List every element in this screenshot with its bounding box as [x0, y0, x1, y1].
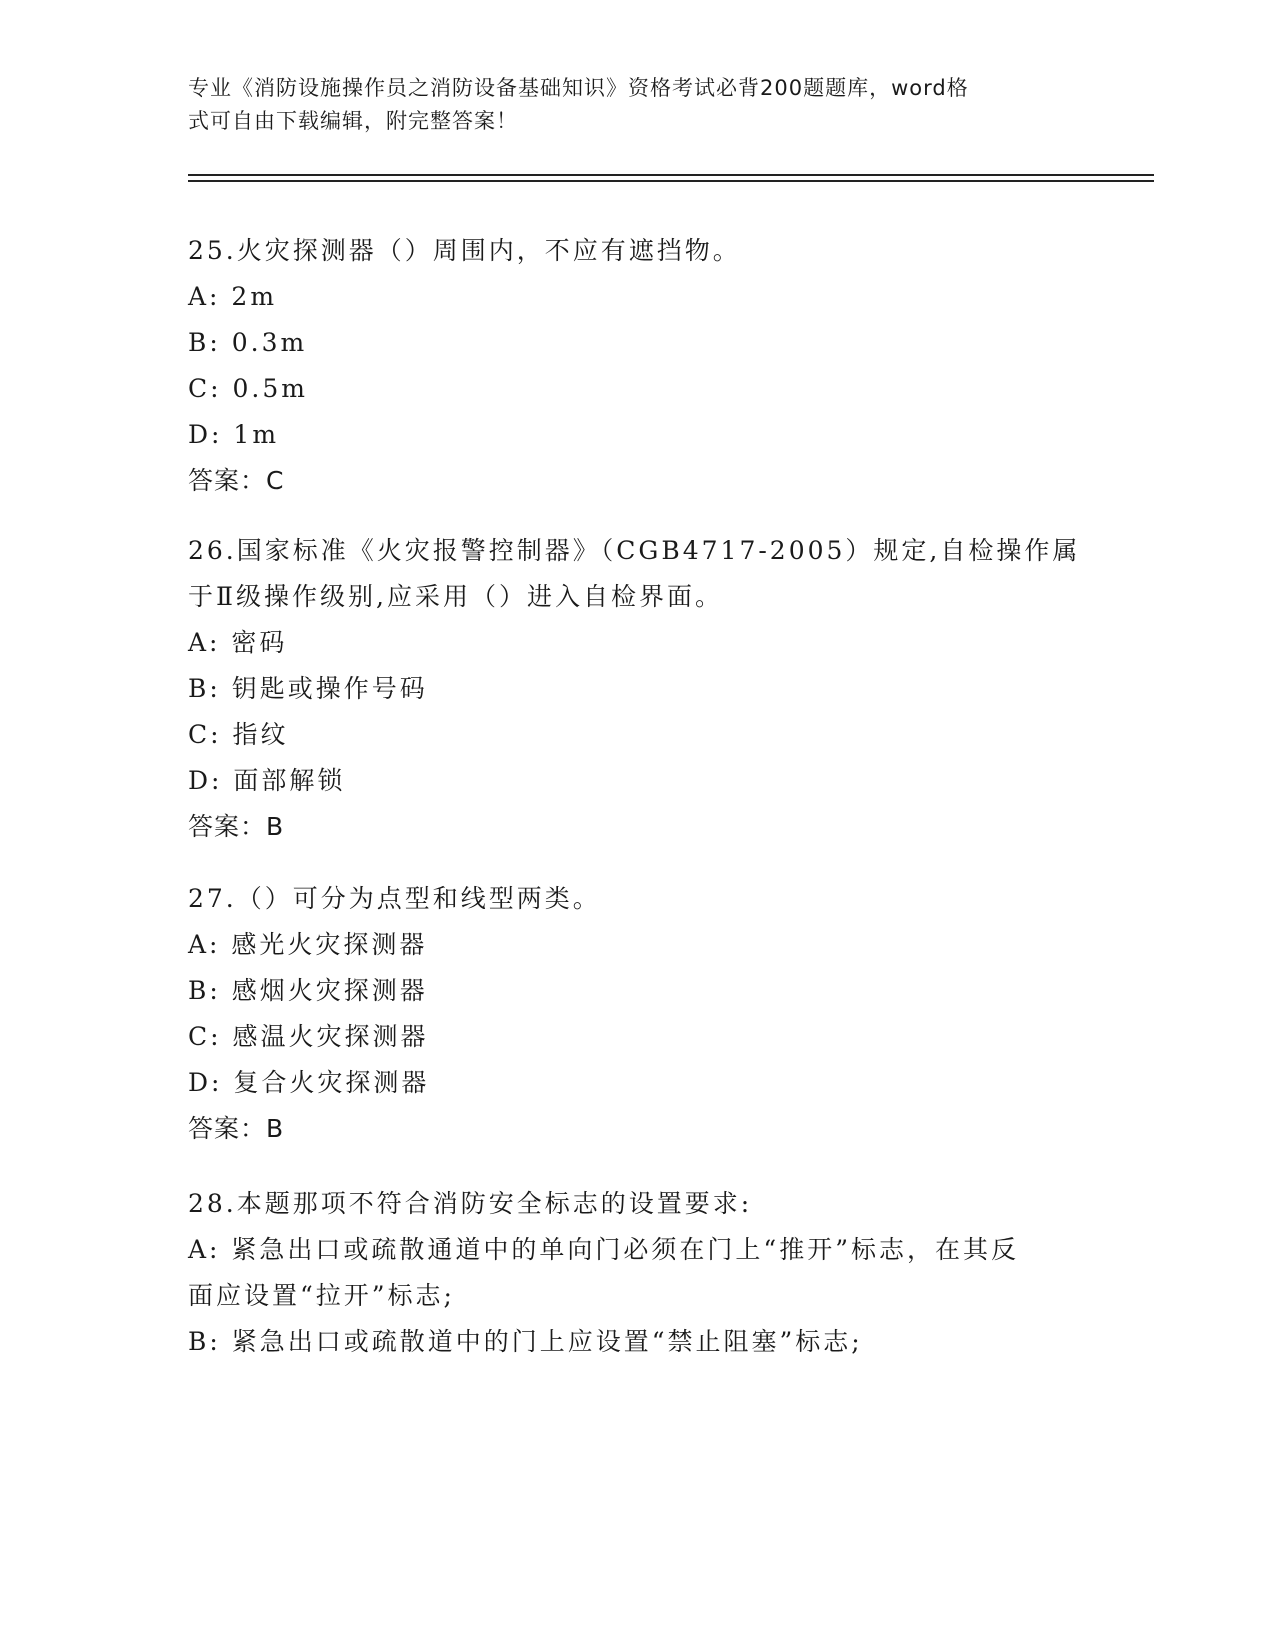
option-c: C: 0.5m [188, 374, 308, 403]
question-27 [188, 876, 1088, 1152]
answer: 答案：B [188, 812, 285, 841]
option-a-continued: 面应设置“拉开”标志; [188, 1281, 455, 1310]
option-d: D: 复合火灾探测器 [188, 1068, 430, 1097]
question-25 [188, 228, 1088, 504]
option-a: A: 感光火灾探测器 [188, 930, 428, 959]
answer: 答案：B [188, 1114, 285, 1143]
option-a: A: 密码 [188, 628, 288, 657]
question-text: 25.火灾探测器（）周围内，不应有遮挡物。 [188, 236, 741, 265]
option-b: B: 紧急出口或疏散道中的门上应设置“禁止阻塞”标志; [188, 1327, 863, 1356]
header-divider [188, 174, 1154, 176]
question-28 [188, 1181, 1088, 1365]
option-b: B: 钥匙或操作号码 [188, 674, 428, 703]
option-b: B: 0.3m [188, 328, 308, 357]
header-line: 专业《消防设施操作员之消防设备基础知识》资格考试必背200题题库，word格 [188, 76, 969, 100]
question-text: 28.本题那项不符合消防安全标志的设置要求: [188, 1189, 753, 1218]
document-header [188, 72, 1088, 138]
answer: 答案：C [188, 466, 285, 495]
header-line: 式可自由下载编辑，附完整答案！ [188, 109, 518, 133]
question-26 [188, 528, 1088, 850]
question-text: 26.国家标准《火灾报警控制器》（CGB4717-2005）规定,自检操作属 [188, 536, 1081, 565]
option-c: C: 指纹 [188, 720, 289, 749]
option-d: D: 面部解锁 [188, 766, 346, 795]
header-divider [188, 180, 1154, 182]
option-a: A: 紧急出口或疏散通道中的单向门必须在门上“推开”标志，在其反 [188, 1235, 1019, 1264]
option-d: D: 1m [188, 420, 280, 449]
option-c: C: 感温火灾探测器 [188, 1022, 429, 1051]
question-text: 27.（）可分为点型和线型两类。 [188, 884, 601, 913]
question-text: 于Ⅱ级操作级别,应采用（）进入自检界面。 [188, 582, 723, 611]
option-a: A: 2m [188, 282, 278, 311]
option-b: B: 感烟火灾探测器 [188, 976, 428, 1005]
